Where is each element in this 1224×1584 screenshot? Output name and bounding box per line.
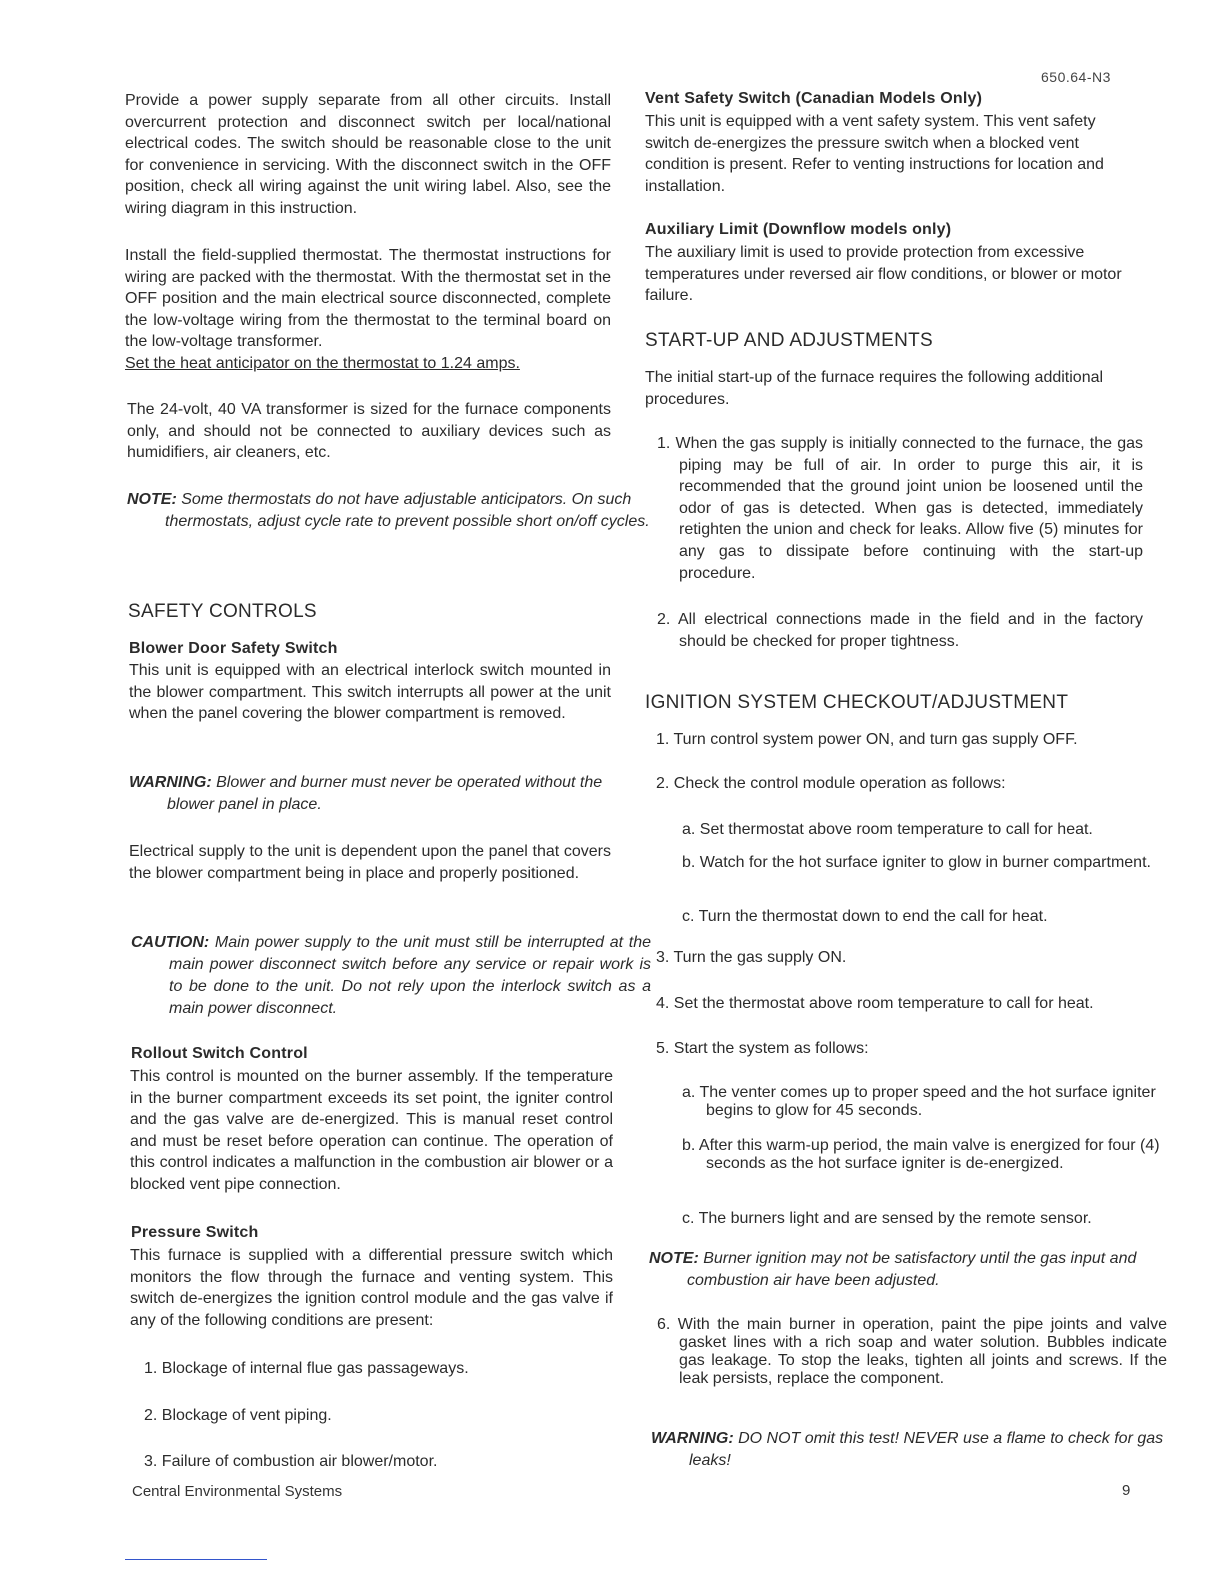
list-item: 3. Failure of combustion air blower/motor. <box>144 1453 438 1470</box>
thermostat-paragraph: Install the field-supplied thermostat. The thermostat instructions for wiring are packed with the thermostat. With the thermostat set in the OFF position and the main electrical source disconnected, complete the low-voltage wiring from the thermostat to the terminal board on the low-voltage transformer. <box>125 247 611 351</box>
power-supply-paragraph: Provide a power supply separate from all other circuits. Install overcurrent protection and disconnect switch per local/national electrical codes. The switch should be reasonable close to the unit for convenience in servicing. With the disconnect switch in the OFF position, check all wiring against the unit wiring label. Also, see the wiring diagram in this instruction. <box>125 92 611 217</box>
startup-heading: START-UP AND ADJUSTMENTS <box>645 330 934 351</box>
footer-rule <box>125 1559 267 1560</box>
pressure-switch-text: This furnace is supplied with a differential pressure switch which monitors the flow through the furnace and venting system. This switch de-energizes the ignition control module and the gas valve if any of the following conditions are present: <box>130 1247 613 1329</box>
ignition-step: 3. Turn the gas supply ON. <box>656 949 847 966</box>
auxiliary-limit-text: The auxiliary limit is used to provide protection from excessive temperatures under reversed air flow conditions, or blower or motor failure. <box>645 244 1122 305</box>
document-number: 650.64-N3 <box>1041 69 1111 85</box>
ignition-step: 1. Turn control system power ON, and turn gas supply OFF. <box>656 731 1078 748</box>
auxiliary-limit-heading: Auxiliary Limit (Downflow models only) <box>645 221 952 238</box>
vent-safety-heading: Vent Safety Switch (Canadian Models Only) <box>645 90 983 107</box>
ignition-note <box>649 1248 1171 1292</box>
ignition-step: 4. Set the thermostat above room temperature to call for heat. <box>656 995 1094 1012</box>
ignition-step: 6. With the main burner in operation, paint the pipe joints and valve gasket lines with a rich soap and water solution. Bubbles indicate gas leakage. To stop the leaks, tighten all joints and screws. If the leak persists, replace the component. <box>657 1316 1167 1387</box>
ignition-substep: b. After this warm-up period, the main valve is energized for four (4) seconds as the hot surface igniter is de-energized. <box>682 1137 1160 1172</box>
blower-warning <box>129 772 651 816</box>
startup-intro: The initial start-up of the furnace requires the following additional procedures. <box>645 369 1104 408</box>
warning-text: Blower and burner must never be operated without the blower panel in place. <box>167 774 603 813</box>
electrical-supply-text: Electrical supply to the unit is dependent upon the panel that covers the blower compartment being in place and properly positioned. <box>129 843 611 882</box>
note-label: NOTE: <box>649 1250 699 1267</box>
gas-leak-warning <box>651 1428 1173 1472</box>
ignition-substep: c. Turn the thermostat down to end the call for heat. <box>682 908 1048 925</box>
ignition-substep: b. Watch for the hot surface igniter to glow in burner compartment. <box>682 854 1151 871</box>
anticipator-note <box>127 489 651 533</box>
note-label: NOTE: <box>127 491 177 508</box>
blower-door-heading: Blower Door Safety Switch <box>129 640 338 657</box>
note-text: Burner ignition may not be satisfactory until the gas input and combustion air have been adjusted. <box>687 1250 1137 1289</box>
safety-controls-heading: SAFETY CONTROLS <box>128 601 317 622</box>
transformer-paragraph: The 24-volt, 40 VA transformer is sized for the furnace components only, and should not be connected to auxiliary devices such as humidifiers, air cleaners, etc. <box>127 401 611 462</box>
caution-text: Main power supply to the unit must still be interrupted at the main power disconnect switch before any service or repair work is to be done to the unit. Do not rely upon the interlock switch as a main power disconnect. <box>169 934 651 1017</box>
ignition-substep: a. The venter comes up to proper speed and the hot surface igniter begins to glow for 45 seconds. <box>682 1084 1156 1119</box>
vent-safety-text: This unit is equipped with a vent safety system. This vent safety switch de-energizes the pressure switch when a blocked vent condition is present. Refer to venting instructions for location and installation. <box>645 113 1104 195</box>
warning-label: WARNING: <box>651 1430 734 1447</box>
ignition-substep: a. Set thermostat above room temperature to call for heat. <box>682 821 1093 838</box>
startup-list-item: 1. When the gas supply is initially connected to the furnace, the gas piping may be full of air. In order to purge this air, it is recommended that the ground joint union be loosened until the odor of gas is detected. When gas is detected, immediately retighten the union and check for leaks. Allow five (5) minutes for any gas to dissipate before continuing with the start-up procedure. <box>657 435 1143 582</box>
startup-list-item: 2. All electrical connections made in the field and in the factory should be checked for proper tightness. <box>657 611 1143 650</box>
caution-note <box>131 932 651 1020</box>
caution-label: CAUTION: <box>131 934 210 951</box>
heat-anticipator-instruction: Set the heat anticipator on the thermostat to 1.24 amps. <box>125 354 520 372</box>
ignition-substep: c. The burners light and are sensed by the remote sensor. <box>682 1210 1092 1227</box>
pressure-switch-heading: Pressure Switch <box>131 1224 259 1241</box>
rollout-text: This control is mounted on the burner assembly. If the temperature in the burner compartment exceeds its set point, the igniter control and the gas valve are de-energized. This is manual reset control and must be reset before operation can continue. The operation of this control indicates a malfunction in the combustion air blower or a blocked vent pipe connection. <box>130 1068 613 1193</box>
footer-company: Central Environmental Systems <box>132 1483 343 1500</box>
warning-label: WARNING: <box>129 774 212 791</box>
note-text: Some thermostats do not have adjustable anticipators. On such thermostats, adjust cycle rate to prevent possible short on/off cycles. <box>165 491 650 530</box>
ignition-step: 2. Check the control module operation as follows: <box>656 775 1006 792</box>
list-item: 1. Blockage of internal flue gas passageways. <box>144 1360 469 1377</box>
warning-text: DO NOT omit this test! NEVER use a flame to check for gas leaks! <box>689 1430 1164 1469</box>
ignition-step: 5. Start the system as follows: <box>656 1040 869 1057</box>
rollout-heading: Rollout Switch Control <box>131 1045 308 1062</box>
ignition-heading: IGNITION SYSTEM CHECKOUT/ADJUSTMENT <box>645 692 1069 713</box>
thermostat-section <box>125 245 611 375</box>
blower-door-text: This unit is equipped with an electrical interlock switch mounted in the blower compartment. This switch interrupts all power at the unit when the panel covering the blower compartment is removed. <box>129 662 611 723</box>
list-item: 2. Blockage of vent piping. <box>144 1407 332 1424</box>
page-number: 9 <box>1122 1482 1131 1499</box>
